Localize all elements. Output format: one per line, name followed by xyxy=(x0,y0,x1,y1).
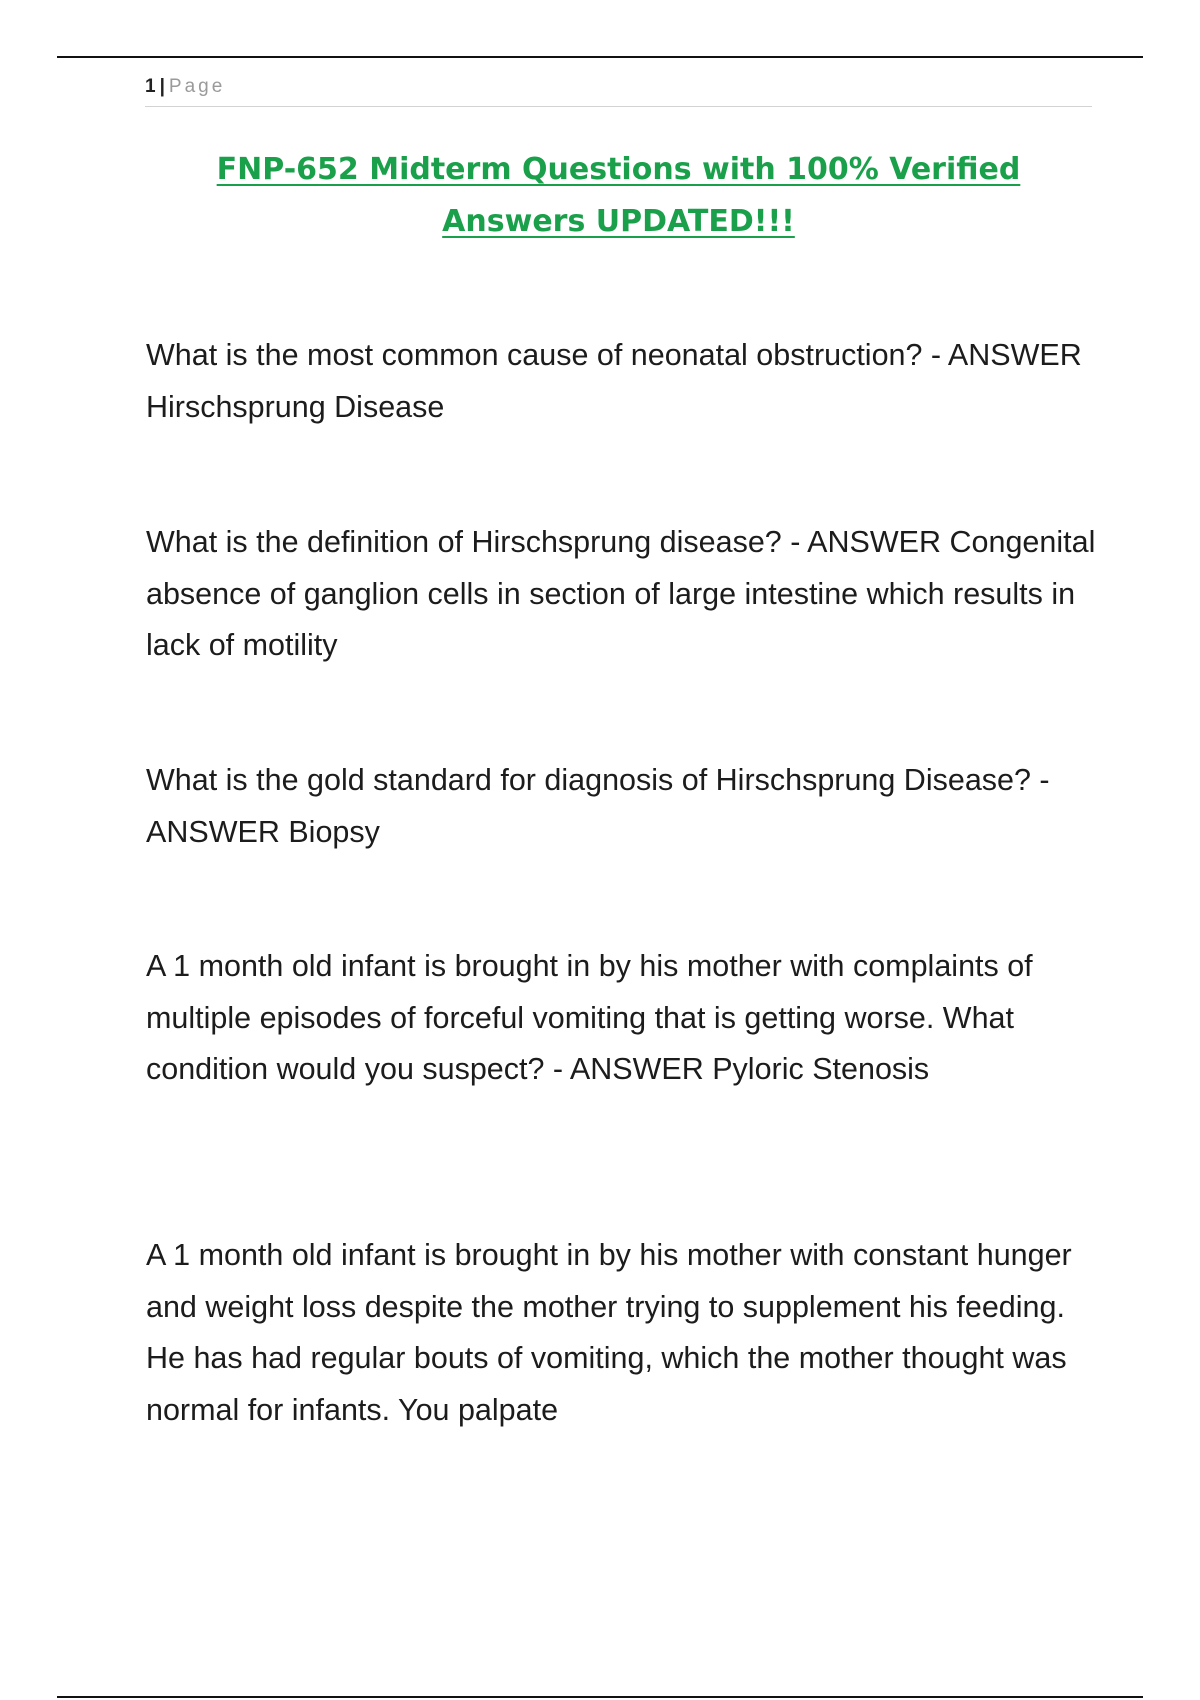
question-answer-3: What is the gold standard for diagnosis of Hirschsprung Disease? - ANSWER Biopsy xyxy=(146,763,1050,849)
top-rule xyxy=(57,56,1143,58)
question-answer-5: A 1 month old infant is brought in by his mother with constant hunger and weight loss despite the mother trying to supplement his feeding. He has had regular bouts of vomiting, which the mother thought was normal for infants. You palpate xyxy=(146,1238,1072,1427)
question-answer-4: A 1 month old infant is brought in by his mother with complaints of multiple episodes of forceful vomiting that is getting worse. What condition would you suspect? - ANSWER Pyloric Stenosis xyxy=(146,949,1033,1086)
page-separator: | xyxy=(159,76,165,97)
document-title xyxy=(145,144,1092,248)
title-line-1: FNP-652 Midterm Questions with 100% Verified xyxy=(216,152,1021,187)
page-label: Page xyxy=(168,76,226,97)
page-number: 1 xyxy=(145,76,156,97)
bottom-rule xyxy=(57,1696,1143,1698)
question-answer-1: What is the most common cause of neonatal obstruction? - ANSWER Hirschsprung Disease xyxy=(146,338,1082,424)
question-answer-2: What is the definition of Hirschsprung disease? - ANSWER Congenital absence of ganglion cells in section of large intestine which results in lack of motility xyxy=(146,525,1096,662)
page-header xyxy=(145,74,1092,107)
title-line-2: Answers UPDATED!!! xyxy=(442,204,795,239)
